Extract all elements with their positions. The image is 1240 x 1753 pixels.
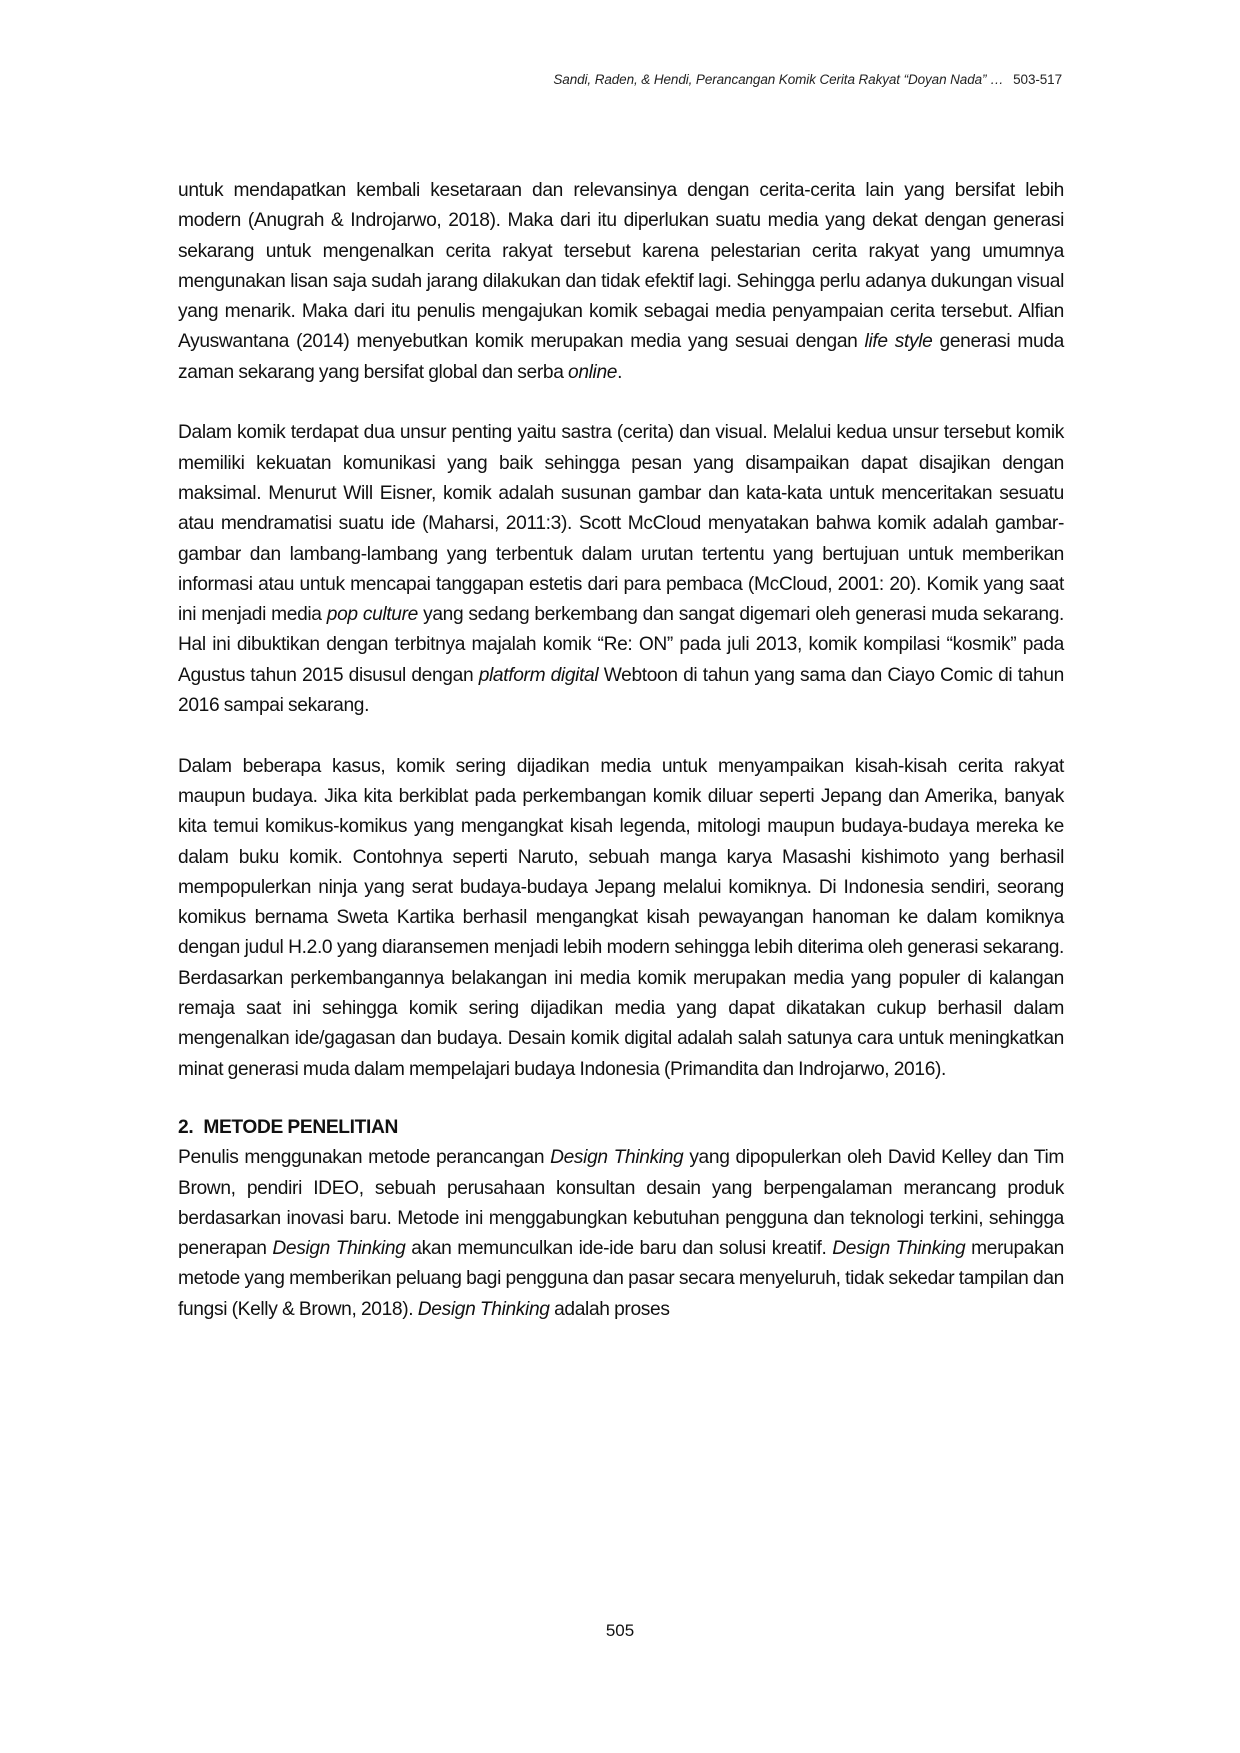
text-run: Penulis menggunakan metode perancangan (178, 1147, 551, 1169)
running-head (553, 72, 1062, 87)
italic-term: Design Thinking (417, 1298, 550, 1320)
section-paragraph (178, 1143, 1064, 1325)
section-number: 2. (178, 1116, 194, 1138)
body-content (178, 176, 1064, 1355)
paragraph (178, 752, 1064, 1085)
text-run: yang sedang berkembang dan sangat digemari oleh generasi muda sekarang. Hal ini dibuktikan dengan terbitnya majalah komik “Re: ON” pada juli 2013, komik kompilasi “kosmik” pada Agustus tahun 2015 disusul dengan (178, 604, 1065, 686)
section-heading (178, 1113, 1064, 1143)
text-run: Webtoon di tahun yang sama dan Ciayo Comic di tahun 2016 sampai sekarang. (178, 664, 1064, 717)
italic-term: online (568, 361, 618, 383)
text-run: Dalam beberapa kasus, komik sering dijadikan media untuk menyampaikan kisah-kisah cerita rakyat maupun budaya. Jika kita berkiblat pada perkembangan komik diluar seperti Jepang dan Amerika, banyak kita temui komikus-komikus yang mengangkat kisah legenda, mitologi maupun budaya-budaya mereka ke dalam buku komik. Contohnya seperti Naruto, sebuah manga karya Masashi kishimoto yang berhasil mempopulerkan ninja yang serat budaya-budaya Jepang melalui komiknya. Di Indonesia sendiri, seorang komikus bernama Sweta Kartika berhasil mengangkat kisah pewayangan hanoman ke dalam komiknya dengan judul H.2.0 yang diaransemen menjadi lebih modern sehingga lebih diterima oleh generasi sekarang. Berdasarkan perkembangannya belakangan ini media komik merupakan media yang populer di kalangan remaja saat ini sehingga komik sering dijadikan media yang dapat dikatakan cukup berhasil dalam mengenalkan ide/gagasan dan budaya. Desain komik digital adalah salah satunya cara untuk meningkatkan minat generasi muda dalam mempelajari budaya Indonesia (Primandita dan Indrojarwo, 2016). (178, 755, 1064, 1080)
text-run: untuk mendapatkan kembali kesetaraan dan relevansinya dengan cerita-cerita lain yang bersifat lebih modern (Anugrah & Indrojarwo, 2018). Maka dari itu diperlukan suatu media yang dekat dengan generasi sekarang untuk mengenalkan cerita rakyat tersebut karena pelestarian cerita rakyat yang umumnya mengunakan lisan saja sudah jarang dilakukan dan tidak efektif lagi. Sehingga perlu adanya dukungan visual yang menarik. Maka dari itu penulis mengajukan komik sebagai media penyampaian cerita tersebut. Alfian Ayuswantana (2014) menyebutkan komik merupakan media yang sesuai dengan (178, 180, 1064, 353)
italic-term: life style (864, 331, 933, 353)
text-run: adalah proses (549, 1298, 670, 1320)
paragraph (178, 176, 1064, 388)
italic-term: platform digital (478, 664, 599, 686)
text-run: generasi muda zaman sekarang yang bersifat global dan serba (178, 331, 1064, 383)
text-run: akan memunculkan ide-ide baru dan solusi kreatif. (405, 1238, 833, 1260)
section-title: METODE PENELITIAN (203, 1116, 398, 1138)
italic-term: Design Thinking (272, 1238, 406, 1260)
text-run: merupakan metode yang memberikan peluang bagi pengguna dan pasar secara menyeluruh, tidak sekedar tampilan dan fungsi (Kelly & Brown, 2018). (178, 1238, 1064, 1320)
italic-term: Design Thinking (550, 1147, 684, 1169)
italic-term: Design Thinking (832, 1238, 966, 1260)
running-head-pages: 503-517 (1013, 72, 1062, 87)
text-run: yang dipopulerkan oleh David Kelley dan Tim Brown, pendiri IDEO, sebuah perusahaan konsultan desain yang berpengalaman merancang produk berdasarkan inovasi baru. Metode ini menggabungkan kebutuhan pengguna dan teknologi terkini, sehingga penerapan (178, 1147, 1064, 1260)
page-number: 505 (605, 1621, 635, 1640)
running-head-title: Sandi, Raden, & Hendi, Perancangan Komik Cerita Rakyat “Doyan Nada” … (553, 72, 1004, 87)
text-run: Dalam komik terdapat dua unsur penting yaitu sastra (cerita) dan visual. Melalui kedua unsur tersebut komik memiliki kekuatan komunikasi yang baik sehingga pesan yang disampaikan dapat disajikan dengan maksimal. Menurut Will Eisner, komik adalah susunan gambar dan kata-kata untuk menceritakan sesuatu atau mendramatisi suatu ide (Maharsi, 2011:3). Scott McCloud menyatakan bahwa komik adalah gambar-gambar dan lambang-lambang yang terbentuk dalam urutan tertentu yang bertujuan untuk memberikan informasi atau untuk mencapai tanggapan estetis dari para pembaca (McCloud, 2001: 20). Komik yang saat ini menjadi media (178, 422, 1064, 626)
paragraph (178, 418, 1064, 721)
italic-term: pop culture (326, 604, 418, 626)
text-run: . (617, 361, 623, 383)
